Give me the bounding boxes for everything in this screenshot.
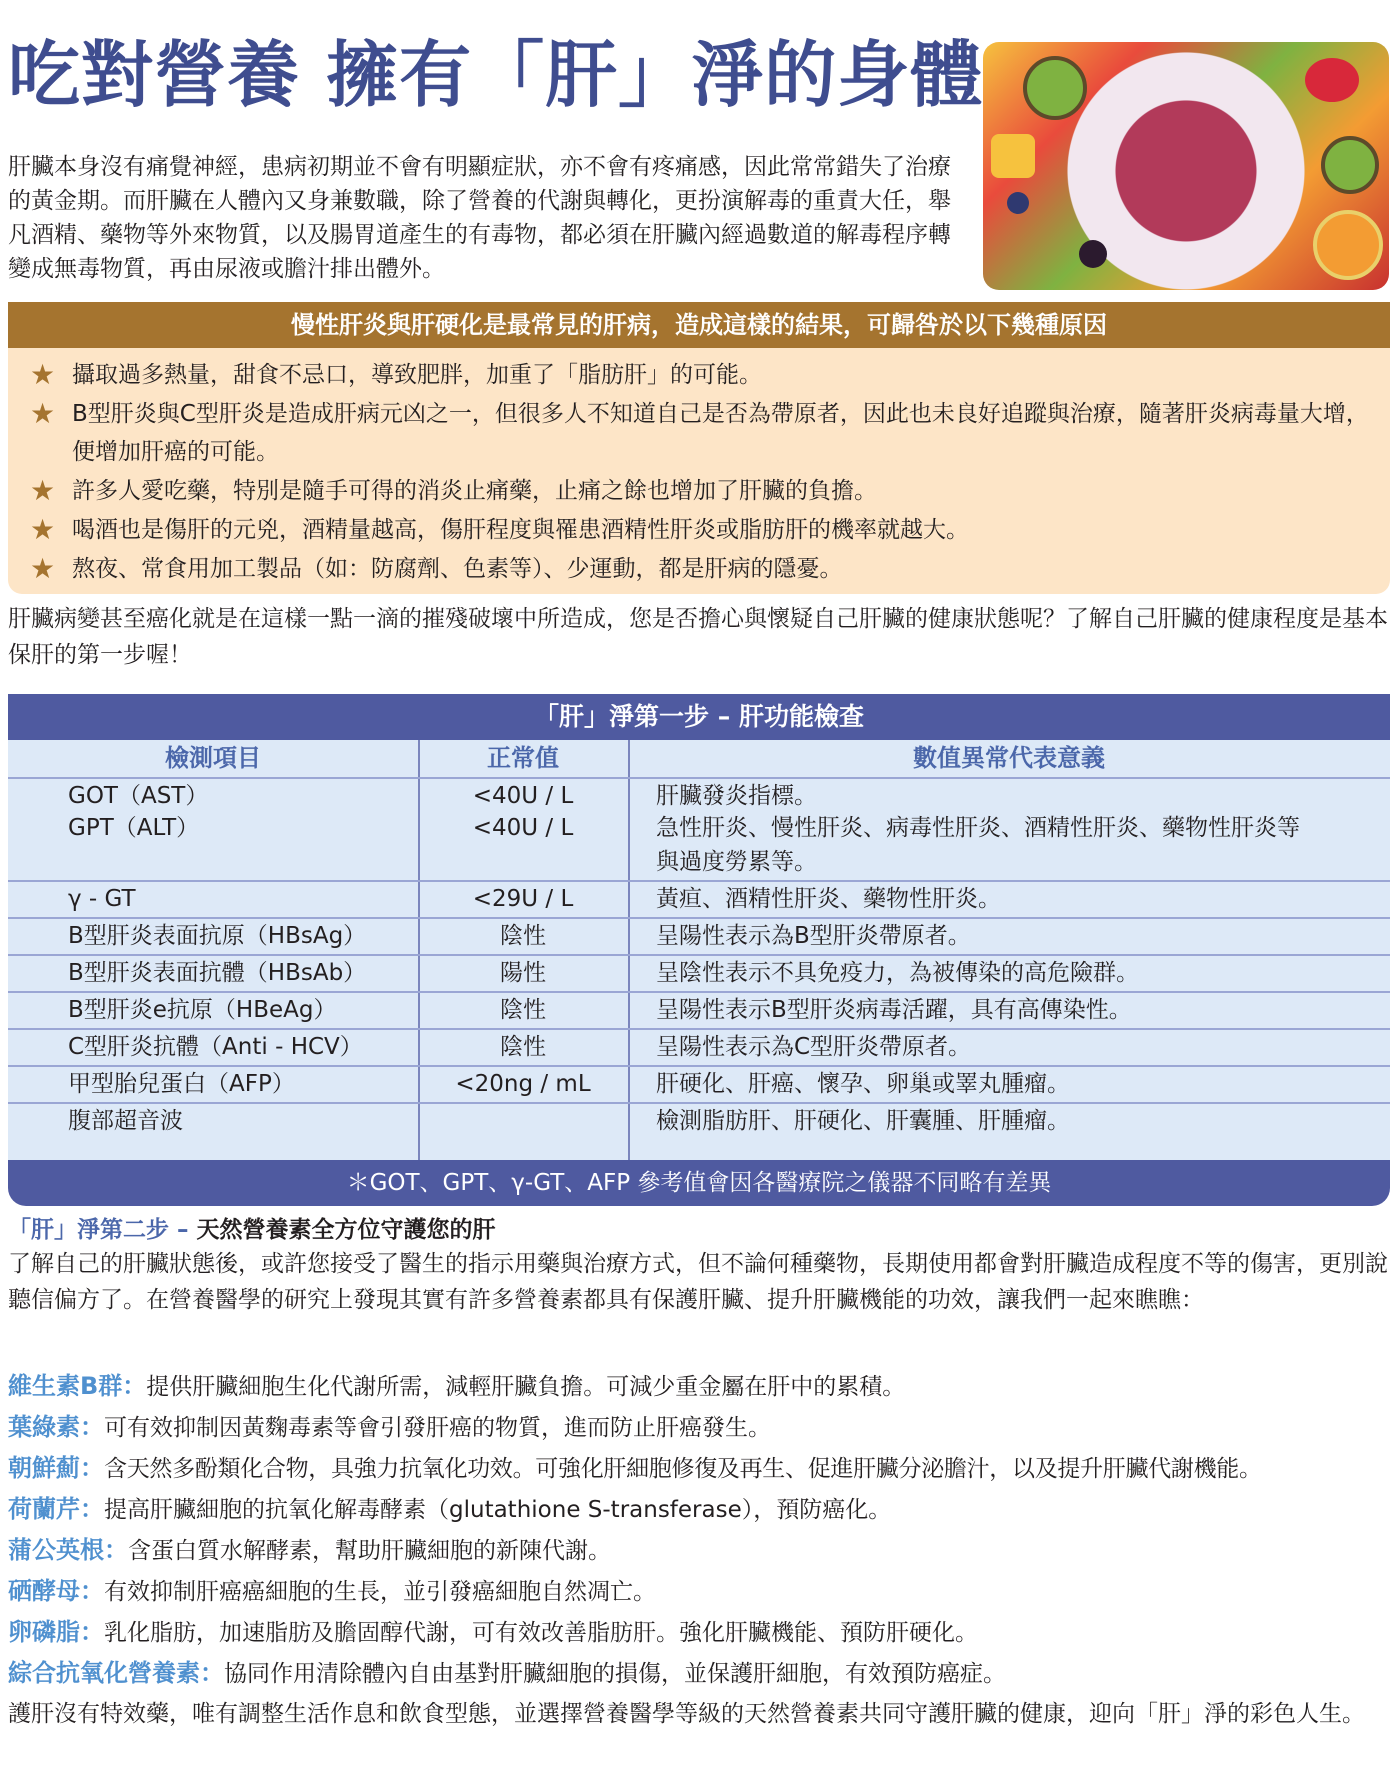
nutrient-name: 硒酵母： — [8, 1577, 104, 1605]
table-body — [8, 740, 1390, 1160]
row-item: GPT（ALT） — [68, 815, 200, 841]
nutrient-desc: 含天然多酚類化合物，具強力抗氧化功效。可強化肝細胞修復及再生、促進肝臟分泌膽汁，以及提升肝臟代謝機能。 — [104, 1456, 1262, 1482]
row-meaning-line2: 與過度勞累等。 — [656, 849, 817, 875]
header-meaning: 數值異常代表意義 — [913, 744, 1105, 772]
nutrient-name: 荷蘭芹： — [8, 1495, 104, 1523]
row-meaning: 肝硬化、肝癌、懷孕、卵巢或睪丸腫瘤。 — [656, 1071, 1070, 1097]
nutrient-name: 葉綠素： — [8, 1413, 104, 1441]
column-divider — [628, 740, 630, 1160]
nutrient-name: 卵磷脂： — [8, 1618, 104, 1646]
star-icon: ★ — [30, 513, 56, 546]
step2-heading-prefix: 「肝」淨第二步 – — [8, 1217, 189, 1243]
blackberry — [1079, 240, 1107, 268]
star-icon: ★ — [30, 397, 56, 430]
mango-cube — [991, 134, 1035, 178]
nutrient-item — [8, 1448, 1393, 1489]
step2-heading — [8, 1213, 496, 1247]
nutrient-item — [8, 1407, 1393, 1448]
star-icon: ★ — [30, 358, 56, 391]
row-item: B型肝炎表面抗原（HBsAg） — [68, 923, 367, 949]
nutrient-desc: 乳化脂肪，加速脂肪及膽固醇代謝，可有效改善脂肪肝。強化肝臟機能、預防肝硬化。 — [104, 1620, 978, 1646]
row-item: B型肝炎e抗原（HBeAg） — [68, 997, 337, 1023]
row-item: GOT（AST） — [68, 783, 209, 809]
nutrient-desc: 提高肝臟細胞的抗氧化解毒酵素（glutathione S-transferase），預防癌化。 — [104, 1497, 892, 1523]
header-item: 檢測項目 — [165, 744, 261, 772]
nutrient-name: 蒲公英根： — [8, 1536, 128, 1564]
row-item: B型肝炎表面抗體（HBsAb） — [68, 960, 367, 986]
row-meaning: 呈陽性表示B型肝炎病毒活躍，具有高傳染性。 — [656, 997, 1132, 1023]
star-icon: ★ — [30, 474, 56, 507]
row-meaning: 急性肝炎、慢性肝炎、病毒性肝炎、酒精性肝炎、藥物性肝炎等 — [656, 815, 1300, 841]
star-icon: ★ — [30, 552, 56, 585]
nutrient-name: 綜合抗氧化營養素： — [8, 1659, 224, 1687]
row-normal: 陰性 — [500, 997, 546, 1023]
nutrient-item — [8, 1571, 1393, 1612]
orange-slice — [1313, 210, 1383, 280]
liver-function-table — [8, 694, 1390, 1206]
nutrient-desc: 提供肝臟細胞生化代謝所需，減輕肝臟負擔。可減少重金屬在肝中的累積。 — [146, 1374, 906, 1400]
nutrient-item — [8, 1489, 1393, 1530]
table-footnote: ＊GOT、GPT、γ-GT、AFP 參考值會因各醫療院之儀器不同略有差異 — [346, 1170, 1052, 1196]
cause-item: ★ 許多人愛吃藥，特別是隨手可得的消炎止痛藥，止痛之餘也增加了肝臟的負擔。 — [30, 472, 1380, 510]
row-meaning: 呈陽性表示為C型肝炎帶原者。 — [656, 1034, 972, 1060]
header-normal: 正常值 — [487, 744, 559, 772]
row-item: C型肝炎抗體（Anti - HCV） — [68, 1034, 363, 1060]
intro-paragraph: 肝臟本身沒有痛覺神經，患病初期並不會有明顯症狀，亦不會有疼痛感，因此常常錯失了治療的黃金期。而肝臟在人體內又身兼數職，除了營養的代謝與轉化，更扮演解毒的重責大任，舉凡酒精、藥物等外來物質，以及腸胃道產生的有毒物，都必須在肝臟內經過數道的解毒程序轉變成無毒物質，再由尿液或膽汁排出體外。 — [8, 154, 951, 282]
row-meaning: 黃疸、酒精性肝炎、藥物性肝炎。 — [656, 886, 1001, 912]
step2-heading-text: 天然營養素全方位守護您的肝 — [196, 1217, 496, 1243]
row-normal: <40U / L — [472, 815, 574, 841]
fruit-bowl-image — [983, 42, 1389, 290]
nutrient-item — [8, 1653, 1393, 1694]
nutrient-item — [8, 1612, 1393, 1653]
causes-heading: 慢性肝炎與肝硬化是最常見的肝病，造成這樣的結果，可歸咎於以下幾種原因 — [8, 302, 1390, 348]
closing-paragraph: 護肝沒有特效藥，唯有調整生活作息和飲食型態，並選擇營養醫學等級的天然營養素共同守護肝臟的健康，迎向「肝」淨的彩色人生。 — [8, 1701, 1365, 1727]
row-normal: <29U / L — [472, 886, 574, 912]
row-normal: <20ng / mL — [455, 1071, 591, 1097]
row-item: 腹部超音波 — [68, 1108, 183, 1134]
cause-item: ★ 攝取過多熱量，甜食不忌口，導致肥胖，加重了「脂肪肝」的可能。 — [30, 356, 1380, 394]
column-divider — [418, 740, 420, 1160]
row-normal: 陰性 — [500, 923, 546, 949]
nutrient-item — [8, 1366, 1393, 1407]
cause-item: ★ B型肝炎與C型肝炎是造成肝病元凶之一，但很多人不知道自己是否為帶原者，因此也未良好追蹤與治療，隨著肝炎病毒量大增，便增加肝癌的可能。 — [30, 397, 1369, 465]
causes-list — [30, 356, 1380, 589]
nutrient-desc: 可有效抑制因黃麴毒素等會引發肝癌的物質，進而防止肝癌發生。 — [104, 1415, 771, 1441]
strawberry — [1305, 58, 1359, 102]
page-title: 吃對營養 擁有「肝」淨的身體 — [8, 33, 984, 117]
row-item: γ - GT — [68, 886, 136, 912]
nutrient-name: 朝鮮薊： — [8, 1454, 104, 1482]
nutrient-list — [8, 1366, 1393, 1694]
cause-item: ★ 喝酒也是傷肝的元兇，酒精量越高，傷肝程度與罹患酒精性肝炎或脂肪肝的機率就越大。 — [30, 511, 1380, 549]
cause-item: ★ 熬夜、常食用加工製品（如：防腐劑、色素等）、少運動，都是肝病的隱憂。 — [30, 550, 1380, 588]
step2-paragraph: 了解自己的肝臟狀態後，或許您接受了醫生的指示用藥與治療方式，但不論何種藥物，長期使用都會對肝臟造成程度不等的傷害，更別說聽信偏方了。在營養醫學的研究上發現其實有許多營養素都具有保護肝臟、提升肝臟機能的功效，讓我們一起來瞧瞧： — [8, 1251, 1388, 1313]
nutrient-desc: 有效抑制肝癌癌細胞的生長，並引發癌細胞自然凋亡。 — [104, 1579, 656, 1605]
row-normal: 陰性 — [500, 1034, 546, 1060]
nutrient-name: 維生素B群： — [8, 1372, 147, 1400]
row-meaning: 呈陰性表示不具免疫力，為被傳染的高危險群。 — [656, 960, 1139, 986]
self-check-paragraph: 肝臟病變甚至癌化就是在這樣一點一滴的摧殘破壞中所造成，您是否擔心與懷疑自己肝臟的健康狀態呢？了解自己肝臟的健康程度是基本保肝的第一步喔！ — [8, 606, 1388, 668]
row-item: 甲型胎兒蛋白（AFP） — [68, 1071, 295, 1097]
blueberry — [1007, 192, 1029, 214]
row-meaning: 肝臟發炎指標。 — [656, 783, 817, 809]
kiwi-slice-right — [1321, 136, 1379, 194]
table-title: 「肝」淨第一步 – 肝功能檢查 — [534, 702, 864, 731]
row-meaning: 檢測脂肪肝、肝硬化、肝囊腫、肝腫瘤。 — [656, 1108, 1070, 1134]
row-normal: <40U / L — [472, 783, 574, 809]
nutrient-desc: 含蛋白質水解酵素，幫助肝臟細胞的新陳代謝。 — [128, 1538, 611, 1564]
row-meaning: 呈陽性表示為B型肝炎帶原者。 — [656, 923, 971, 949]
nutrient-item — [8, 1530, 1393, 1571]
nutrient-desc: 協同作用清除體內自由基對肝臟細胞的損傷，並保護肝細胞，有效預防癌症。 — [224, 1661, 1006, 1687]
kiwi-slice — [1023, 56, 1087, 120]
row-normal: 陽性 — [500, 960, 546, 986]
